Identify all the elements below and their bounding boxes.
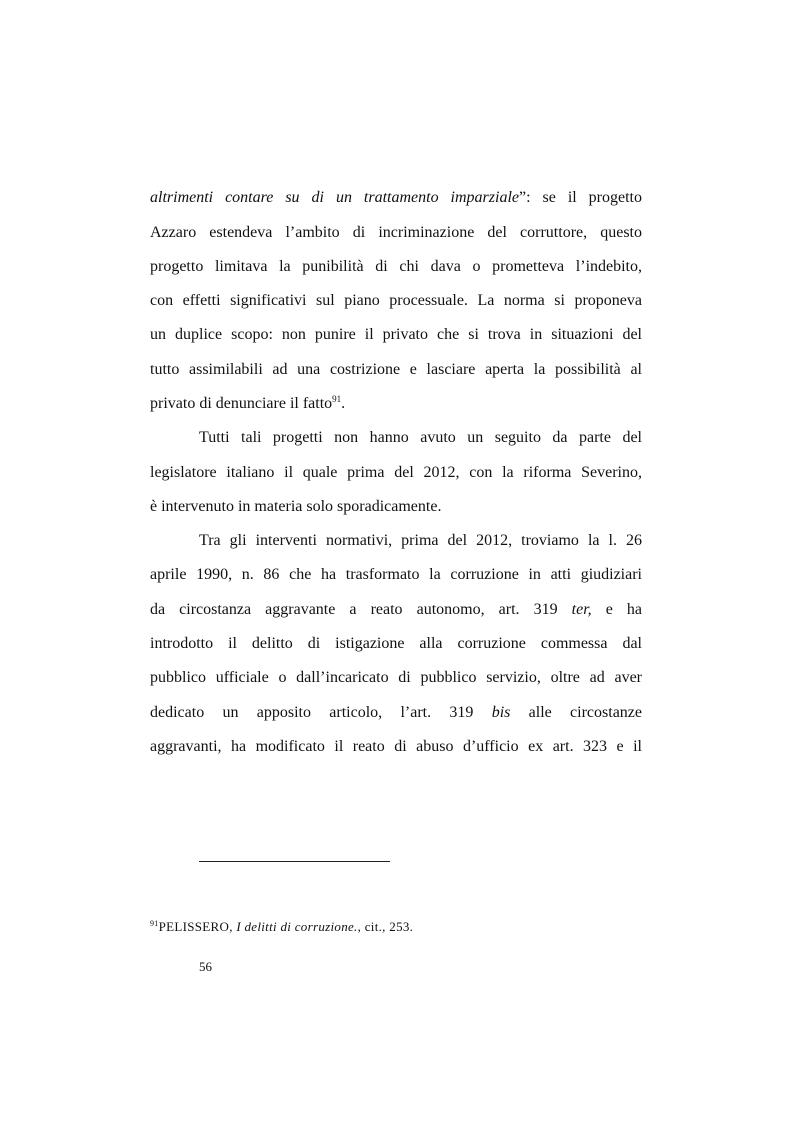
body-line: progetto limitava la punibilità di chi dava o prometteva l’indebito,	[150, 258, 642, 275]
line-text: da circostanza aggravante a reato autonomo, art. 319	[150, 601, 572, 618]
body-line: legislatore italiano il quale prima del 2012, con la riforma Severino,	[150, 464, 642, 481]
body-line: con effetti significativi sul piano processuale. La norma si proponeva	[150, 292, 642, 309]
footnote-author: PELISSERO,	[158, 919, 237, 934]
body-line: pubblico ufficiale o dall’incaricato di pubblico servizio, oltre ad aver	[150, 669, 642, 686]
line-text: dedicato un apposito articolo, l’art. 319	[150, 704, 492, 721]
line-text: ”: se il progetto	[519, 189, 642, 206]
page-number: 56	[199, 959, 212, 974]
line-text: e ha	[591, 601, 642, 618]
body-line: Tra gli interventi normativi, prima del 2012, troviamo la l. 26	[199, 532, 642, 549]
body-line: un duplice scopo: non punire il privato che si trova in situazioni del	[150, 326, 642, 343]
body-line	[150, 188, 642, 208]
footnote-number: 91	[150, 919, 159, 928]
body-line: tutto assimilabili ad una costrizione e lasciare aperta la possibilità al	[150, 361, 642, 378]
body-line: è intervenuto in materia solo sporadicamente.	[150, 498, 442, 515]
body-line	[150, 703, 642, 723]
body-line	[150, 394, 642, 414]
footnote-reference[interactable]: 91	[332, 394, 342, 404]
body-line: introdotto il delitto di istigazione alla corruzione commessa dal	[150, 635, 642, 652]
footnote	[150, 918, 413, 936]
footnote-separator	[199, 861, 390, 862]
body-line: Azzaro estendeva l’ambito di incriminazione del corruttore, questo	[150, 224, 642, 241]
body-line: aggravanti, ha modificato il reato di abuso d’ufficio ex art. 323 e il	[150, 738, 642, 755]
quoted-italic-text: altrimenti contare su di un trattamento imparziale	[150, 189, 519, 206]
footnote-title: I delitti di corruzione.	[236, 919, 358, 934]
italic-term: ter,	[571, 601, 592, 618]
line-text: privato di denunciare il fatto	[150, 395, 333, 412]
italic-term: bis	[491, 704, 511, 721]
body-line	[150, 600, 642, 620]
body-line: aprile 1990, n. 86 che ha trasformato la corruzione in atti giudiziari	[150, 566, 642, 583]
line-text: .	[341, 395, 346, 412]
line-text: alle circostanze	[510, 704, 642, 721]
footnote-citation: , cit., 253.	[357, 919, 414, 934]
body-line: Tutti tali progetti non hanno avuto un seguito da parte del	[199, 429, 642, 446]
